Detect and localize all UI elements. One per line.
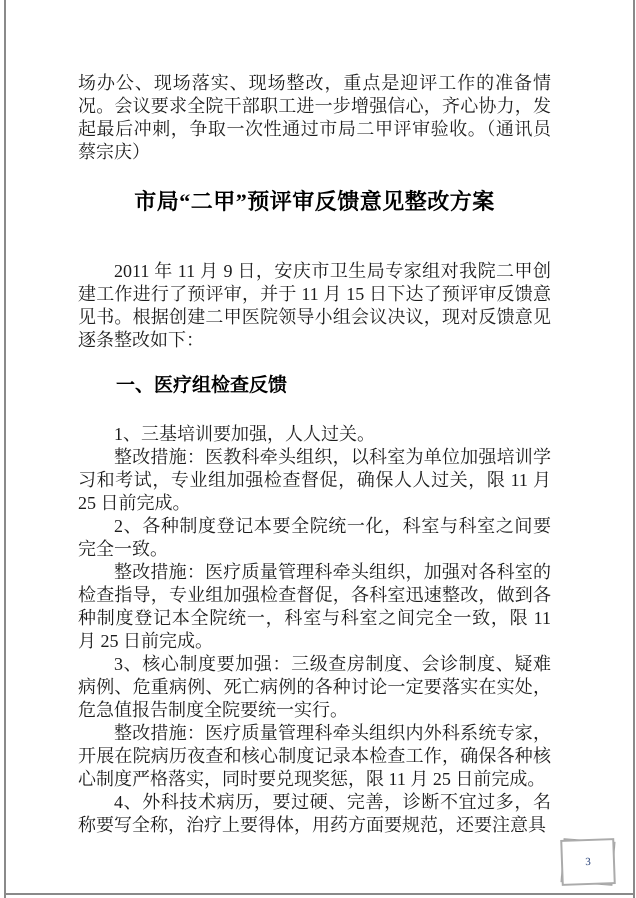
paragraph-intro: 2011 年 11 月 9 日，安庆市卫生局专家组对我院二甲创建工作进行了预评审，并于 11 月 15 日下达了预评审反馈意见书。根据创建二甲医院领导小组会议决议，现对反馈意见逐条整改如下： (78, 261, 551, 350)
paragraph-measure-1: 整改措施：医教科牵头组织，以科室为单位加强培训学习和考试，专业组加强检查督促，确保人人过关，限 11 月 25 日前完成。 (78, 447, 551, 513)
paragraph-item-3: 3、核心制度要加强：三级查房制度、会诊制度、疑难病例、危重病例、死亡病例的各种讨论一定要落实在实处，危急值报告制度全院要统一实行。 (78, 654, 551, 720)
page-number-frame (561, 839, 615, 885)
paragraph-measure-3: 整改措施：医疗质量管理科牵头组织内外科系统专家，开展在院病历夜查和核心制度记录本检查工作，确保各种核心制度严格落实，同时要兑现奖惩，限 11 月 25 日前完成。 (78, 723, 551, 789)
page-bottom-border (4, 893, 635, 895)
page-left-border (4, 0, 6, 898)
paragraph-continued: 场办公、现场落实、现场整改，重点是迎评工作的准备情况。会议要求全院干部职工进一步增强信心，齐心协力，发起最后冲刺，争取一次性通过市局二甲评审验收。（通讯员 蔡宗庆） (78, 73, 569, 162)
page-number-frame-front (560, 838, 616, 886)
page-number: 3 (585, 855, 591, 868)
paragraph-item-4: 4、外科技术病历，要过硬、完善，诊断不宜过多，名称要写全称，治疗上要得体，用药方面要规范，还要注意具 (78, 792, 551, 835)
section-heading-medical-group: 一、医疗组检查反馈 (116, 375, 288, 396)
paragraph-measure-2: 整改措施：医疗质量管理科牵头组织，加强对各科室的检查指导，专业组加强检查督促，各科室迅速整改，做到各种制度登记本全院统一，科室与科室之间完全一致，限 11 月 25 日前完成。 (78, 562, 551, 651)
document-content (78, 72, 569, 837)
paragraph-item-1: 1、三基培训要加强，人人过关。 (114, 424, 375, 444)
paragraph-item-2: 2、各种制度登记本要全院统一化，科室与科室之间要完全一致。 (78, 516, 551, 559)
document-title: 市局“二甲”预评审反馈意见整改方案 (134, 189, 495, 214)
page-right-border (633, 0, 635, 898)
